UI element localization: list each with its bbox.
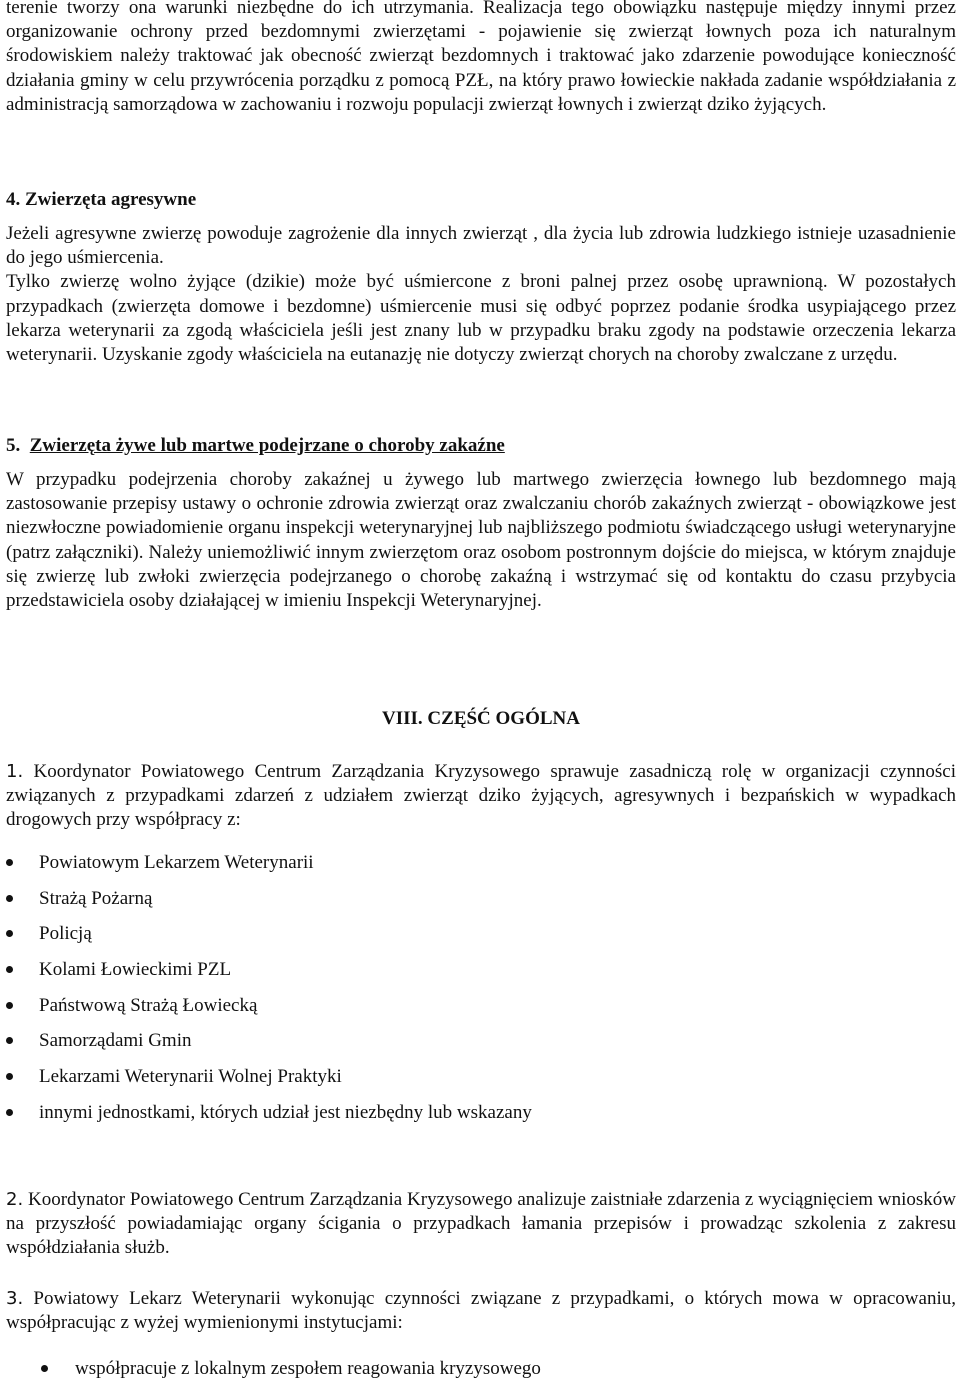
list-item bbox=[6, 994, 956, 1030]
item-3-text: Powiatowy Lekarz Weterynarii wykonując czynności związane z przypadkami, o których mowa w opracowaniu, współpracując z wyżej wymienionymi instytucjami: bbox=[6, 1288, 956, 1334]
item-3-bullet-list bbox=[6, 1357, 956, 1387]
list-item-label: Samorządami Gmin bbox=[39, 1030, 192, 1052]
section-5-body bbox=[6, 468, 956, 613]
section-4-body bbox=[6, 222, 956, 367]
item-1-paragraph bbox=[6, 760, 956, 833]
list-item bbox=[6, 851, 956, 887]
bullet-icon bbox=[6, 1037, 13, 1044]
item-2-number: 2. bbox=[6, 1189, 24, 1210]
section-4-paragraph-1: Jeżeli agresywne zwierzę powoduje zagrożenie dla innych zwierząt , dla życia lub zdrowia ludzkiego istnieje uzasadnienie do jego uśmiercenia. bbox=[6, 223, 956, 269]
bullet-icon bbox=[6, 930, 13, 937]
item-2-text: Koordynator Powiatowego Centrum Zarządzania Kryzysowego analizuje zaistniałe zdarzenia z wyciągnięciem wniosków na przyszłość powiadamiając organy ścigania o przypadkach łamania przepisów i prowadząc szkolenia z zakresu współdziałania służb. bbox=[6, 1189, 956, 1259]
part-8-title: VIII. CZĘŚĆ OGÓLNA bbox=[382, 708, 580, 729]
intro-paragraph: terenie tworzy ona warunki niezbędne do ich utrzymania. Realizacja tego obowiązku następuje między innymi przez organizowanie ochrony przed bezdomnymi zwierzętami - pojawienie się zwierząt łownych poza ich naturalnym środowiskiem należy traktować jak obecność zwierząt bezdomnych i traktować jako zdarzenie powodujące konieczność działania gminy w celu przywrócenia porządku z pomocą PZŁ, na który prawo łowieckie nakłada zadanie współdziałania z administracją samorządowa w zachowaniu i rozwoju populacji zwierząt łownych i zwierząt dziko żyjących. bbox=[6, 0, 956, 115]
item-2-paragraph bbox=[6, 1188, 956, 1261]
section-5-heading-number: 5. bbox=[6, 435, 21, 456]
list-item-label: Kolami Łowieckimi PZL bbox=[39, 959, 232, 981]
bullet-icon bbox=[6, 895, 13, 902]
list-item bbox=[6, 1029, 956, 1065]
part-8-item-2 bbox=[6, 1188, 956, 1261]
bullet-icon bbox=[6, 966, 13, 973]
section-5-paragraph: W przypadku podejrzenia choroby zakaźnej u żywego lub martwego zwierzęcia łownego lub bezdomnego mają zastosowanie przepisy ustawy o ochronie zdrowia zwierząt oraz zwalczaniu chorób zakaźnych zwierząt - obowiązkowe jest niezwłoczne powiadomienie organu inspekcji weterynaryjnej lub najbliższego podmiotu świadczącego usługi weterynaryjne (patrz załączniki). Należy uniemożliwić innym zwierzętom oraz osobom postronnym dojście do miejsca, w którym znajduje się zwierzę lub zwłoki zwierzęcia podejrzanego o chorobę zakaźną i wstrzymać się od kontaktu do czasu przybycia przedstawiciela osoby działającej w imieniu Inspekcji Weterynaryjnej. bbox=[6, 469, 956, 612]
intro-block bbox=[6, 0, 956, 117]
section-4 bbox=[6, 188, 956, 212]
list-item-label: współpracuje z lokalnym zespołem reagowania kryzysowego bbox=[75, 1358, 541, 1379]
list-item bbox=[6, 1101, 956, 1137]
section-5 bbox=[6, 434, 956, 458]
list-item-label: Lekarzami Weterynarii Wolnej Praktyki bbox=[39, 1066, 342, 1088]
section-5-heading-text: Zwierzęta żywe lub martwe podejrzane o choroby zakaźne bbox=[29, 435, 505, 456]
part-8-title-block bbox=[6, 707, 956, 731]
bullet-icon bbox=[41, 1365, 48, 1372]
bullet-icon bbox=[6, 1073, 13, 1080]
item-1-bullet-list bbox=[6, 851, 956, 1137]
list-item-label: Strażą Pożarną bbox=[39, 887, 153, 909]
bullet-icon bbox=[6, 1002, 13, 1009]
list-item-label: Policją bbox=[39, 923, 92, 945]
list-item bbox=[6, 1065, 956, 1101]
list-item bbox=[6, 922, 956, 958]
section-4-paragraph-2: Tylko zwierzę wolno żyjące (dzikie) może być uśmiercone z broni palnej przez osobę uprawnioną. W pozostałych przypadkach (zwierzęta domowe i bezdomne) uśmiercenie musi się odbyć poprzez podanie środka usypiającego przez lekarza weterynarii za zgodą właściciela jeśli jest znany lub w przypadku braku zgody na podstawie orzeczenia lekarza weterynarii. Uzyskanie zgody właściciela na eutanazję nie dotyczy zwierząt chorych na choroby zwalczane z urzędu. bbox=[6, 271, 956, 366]
section-5-heading bbox=[6, 434, 956, 458]
item-3-paragraph bbox=[6, 1287, 956, 1335]
section-4-heading: 4. Zwierzęta agresywne bbox=[6, 189, 197, 210]
bullet-icon bbox=[6, 859, 13, 866]
list-item-label: innymi jednostkami, których udział jest niezbędny lub wskazany bbox=[39, 1101, 532, 1123]
list-item bbox=[6, 1357, 956, 1387]
bullet-icon bbox=[6, 1109, 13, 1116]
list-item bbox=[6, 958, 956, 994]
item-1-number: 1. bbox=[6, 761, 24, 782]
list-item bbox=[6, 887, 956, 923]
part-8-item-3 bbox=[6, 1287, 956, 1335]
list-item-label: Powiatowym Lekarzem Weterynarii bbox=[39, 852, 314, 873]
item-3-number: 3. bbox=[6, 1288, 24, 1309]
list-item-label: Państwową Strażą Łowiecką bbox=[39, 994, 258, 1016]
part-8-item-1 bbox=[6, 760, 956, 833]
item-1-text: Koordynator Powiatowego Centrum Zarządzania Kryzysowego sprawuje zasadniczą rolę w organizacji czynności związanych z przypadkami zdarzeń z udziałem zwierząt dziko żyjących, agresywnych i bezpańskich w wypadkach drogowych przy współpracy z: bbox=[6, 761, 956, 831]
